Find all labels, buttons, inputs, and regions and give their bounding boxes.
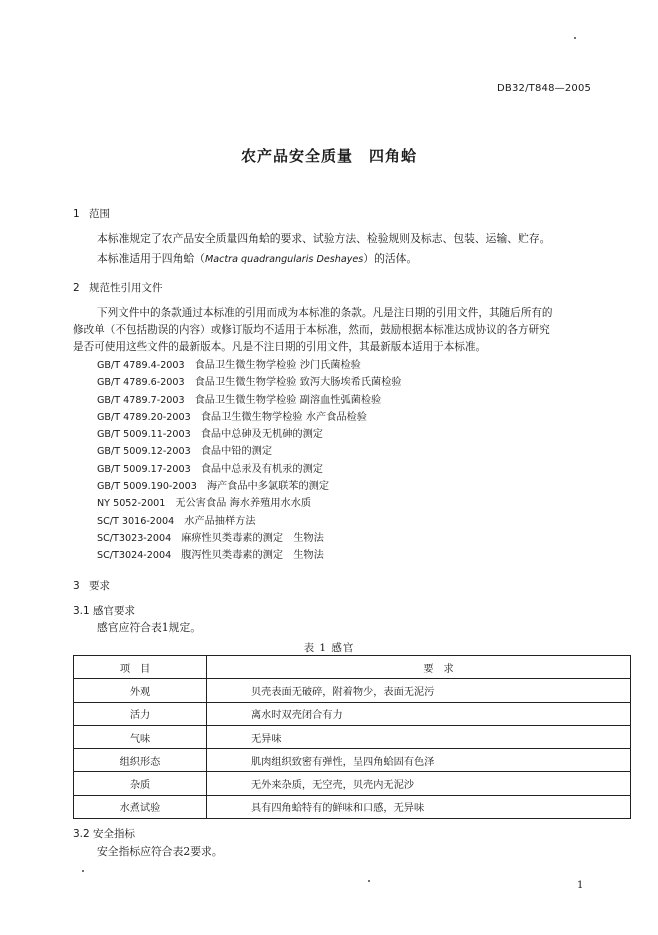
reference-item: [97, 409, 402, 426]
subsection-3-1-text: 感官应符合表1规定。: [97, 621, 202, 634]
reference-title: 食品卫生微生物学检验 副溶血性弧菌检验: [194, 394, 382, 406]
section-2-intro-line-3: 是否可使用这些文件的最新版本。凡是不注日期的引用文件，其最新版本适用于本标准。: [73, 341, 487, 353]
reference-title: 食品卫生微生物学检验 沙门氏菌检验: [194, 360, 361, 371]
section-1-heading: [73, 206, 110, 221]
subsection-3-1-heading: [73, 603, 135, 618]
section-2-heading: [73, 280, 163, 295]
section-3-number: 3: [73, 580, 80, 592]
subsection-3-2-heading: [73, 826, 135, 841]
reference-code: SC/T3023-2004: [97, 532, 172, 544]
document-title: 农产品安全质量 四角蛤: [240, 147, 417, 165]
table-header-item: 项目: [74, 656, 207, 679]
reference-item: [97, 443, 402, 460]
standard-number: DB32/T848—2005: [497, 83, 592, 94]
reference-title: 食品中总砷及无机砷的测定: [200, 429, 323, 441]
reference-code: GB/T 4789.6-2003: [97, 377, 185, 389]
table-cell-requirement: 肌肉组织致密有弹性，呈四角蛤固有色泽: [207, 749, 631, 772]
table-cell-item: 外观: [74, 679, 207, 702]
reference-code: GB/T 5009.12-2003: [97, 446, 191, 458]
reference-item: [97, 357, 402, 374]
reference-code: GB/T 4789.20-2003: [97, 411, 191, 423]
latin-species-name: Mactra quadrangularis Deshayes: [204, 254, 364, 265]
table-cell-requirement: 贝壳表面无破碎，附着物少，表面无泥污: [207, 679, 631, 702]
reference-title: 腹泻性贝类毒素的测定 生物法: [181, 550, 324, 562]
subsection-3-2-text: 安全指标应符合表2要求。: [97, 845, 223, 858]
table-cell-requirement: 具有四角蛤特有的鲜味和口感，无异味: [207, 795, 631, 818]
table-header-row: [74, 656, 631, 679]
subsection-3-1-number: 3.1: [73, 605, 90, 617]
reference-item: [97, 461, 402, 478]
reference-list: [97, 357, 402, 565]
reference-code: GB/T 4789.4-2003: [97, 360, 185, 371]
scan-speck: [368, 880, 370, 882]
reference-code: SC/T 3016-2004: [97, 515, 175, 527]
page-number: 1: [577, 880, 584, 891]
table-cell-requirement: 离水时双壳闭合有力: [207, 702, 631, 725]
table-1-caption: 表 1 感官: [303, 642, 355, 654]
section-2-intro-line-2: 修改单（不包括勘误的内容）或修订版均不适用于本标准，然而，鼓励根据本标准达成协议的各方研究: [73, 324, 550, 336]
reference-code: GB/T 5009.190-2003: [97, 481, 197, 493]
subsection-3-1-title: 感官要求: [93, 605, 136, 617]
para2-prefix: 本标准适用于四角蛤（: [97, 252, 205, 265]
table-row: [74, 679, 631, 702]
section-2-title: 规范性引用文件: [89, 282, 163, 294]
section-2-intro-line-1: 下列文件中的条款通过本标准的引用而成为本标准的条款。凡是注日期的引用文件，其随后所有的: [97, 307, 553, 319]
table-cell-item: 杂质: [74, 772, 207, 795]
section-3-title: 要求: [89, 580, 110, 592]
table-row: [74, 702, 631, 725]
reference-item: [97, 426, 402, 443]
table-cell-requirement: 无外来杂质，无空壳，贝壳内无泥沙: [207, 772, 631, 795]
table-cell-item: 组织形态: [74, 749, 207, 772]
subsection-3-2-number: 3.2: [73, 828, 90, 840]
table-row: [74, 795, 631, 818]
section-1-title: 范围: [89, 208, 110, 220]
table-cell-requirement: 无异味: [207, 725, 631, 748]
scan-speck: [82, 870, 84, 872]
reference-item: [97, 495, 402, 512]
reference-title: 海产食品中多氯联苯的测定: [206, 481, 330, 493]
scan-speck: [574, 37, 576, 39]
reference-title: 食品中总汞及有机汞的测定: [200, 463, 323, 475]
section-3-heading: [73, 578, 110, 593]
reference-item: [97, 392, 402, 409]
table-row: [74, 772, 631, 795]
table-row: [74, 749, 631, 772]
sensory-table: [73, 655, 631, 819]
reference-title: 食品中铅的测定: [200, 446, 273, 458]
reference-item: [97, 547, 402, 564]
para2-suffix: ）的活体。: [363, 252, 418, 265]
section-1-number: 1: [73, 208, 80, 220]
subsection-3-2-title: 安全指标: [93, 828, 136, 840]
section-2-number: 2: [73, 282, 80, 294]
table-header-requirement: 要求: [207, 656, 631, 679]
reference-title: 食品卫生微生物学检验 致泻大肠埃希氏菌检验: [194, 377, 402, 389]
reference-item: [97, 374, 402, 391]
reference-code: GB/T 5009.17-2003: [97, 463, 191, 475]
reference-title: 水产品抽样方法: [184, 515, 256, 527]
reference-item: [97, 530, 402, 547]
section-1-paragraph-1: 本标准规定了农产品安全质量四角蛤的要求、试验方法、检验规则及标志、包装、运输、贮存。: [97, 232, 551, 245]
reference-code: GB/T 4789.7-2003: [97, 394, 185, 406]
table-cell-item: 水煮试验: [74, 795, 207, 818]
table-row: [74, 725, 631, 748]
reference-code: SC/T3024-2004: [97, 550, 172, 562]
reference-code: NY 5052-2001: [97, 498, 166, 510]
reference-code: GB/T 5009.11-2003: [97, 429, 191, 441]
table-cell-item: 活力: [74, 702, 207, 725]
reference-title: 无公害食品 海水养殖用水水质: [175, 498, 312, 510]
reference-title: 麻痹性贝类毒素的测定 生物法: [181, 532, 324, 544]
table-cell-item: 气味: [74, 725, 207, 748]
reference-title: 食品卫生微生物学检验 水产食品检验: [200, 411, 367, 423]
section-1-paragraph-2: [97, 251, 417, 269]
reference-item: [97, 478, 402, 495]
reference-item: [97, 513, 402, 530]
